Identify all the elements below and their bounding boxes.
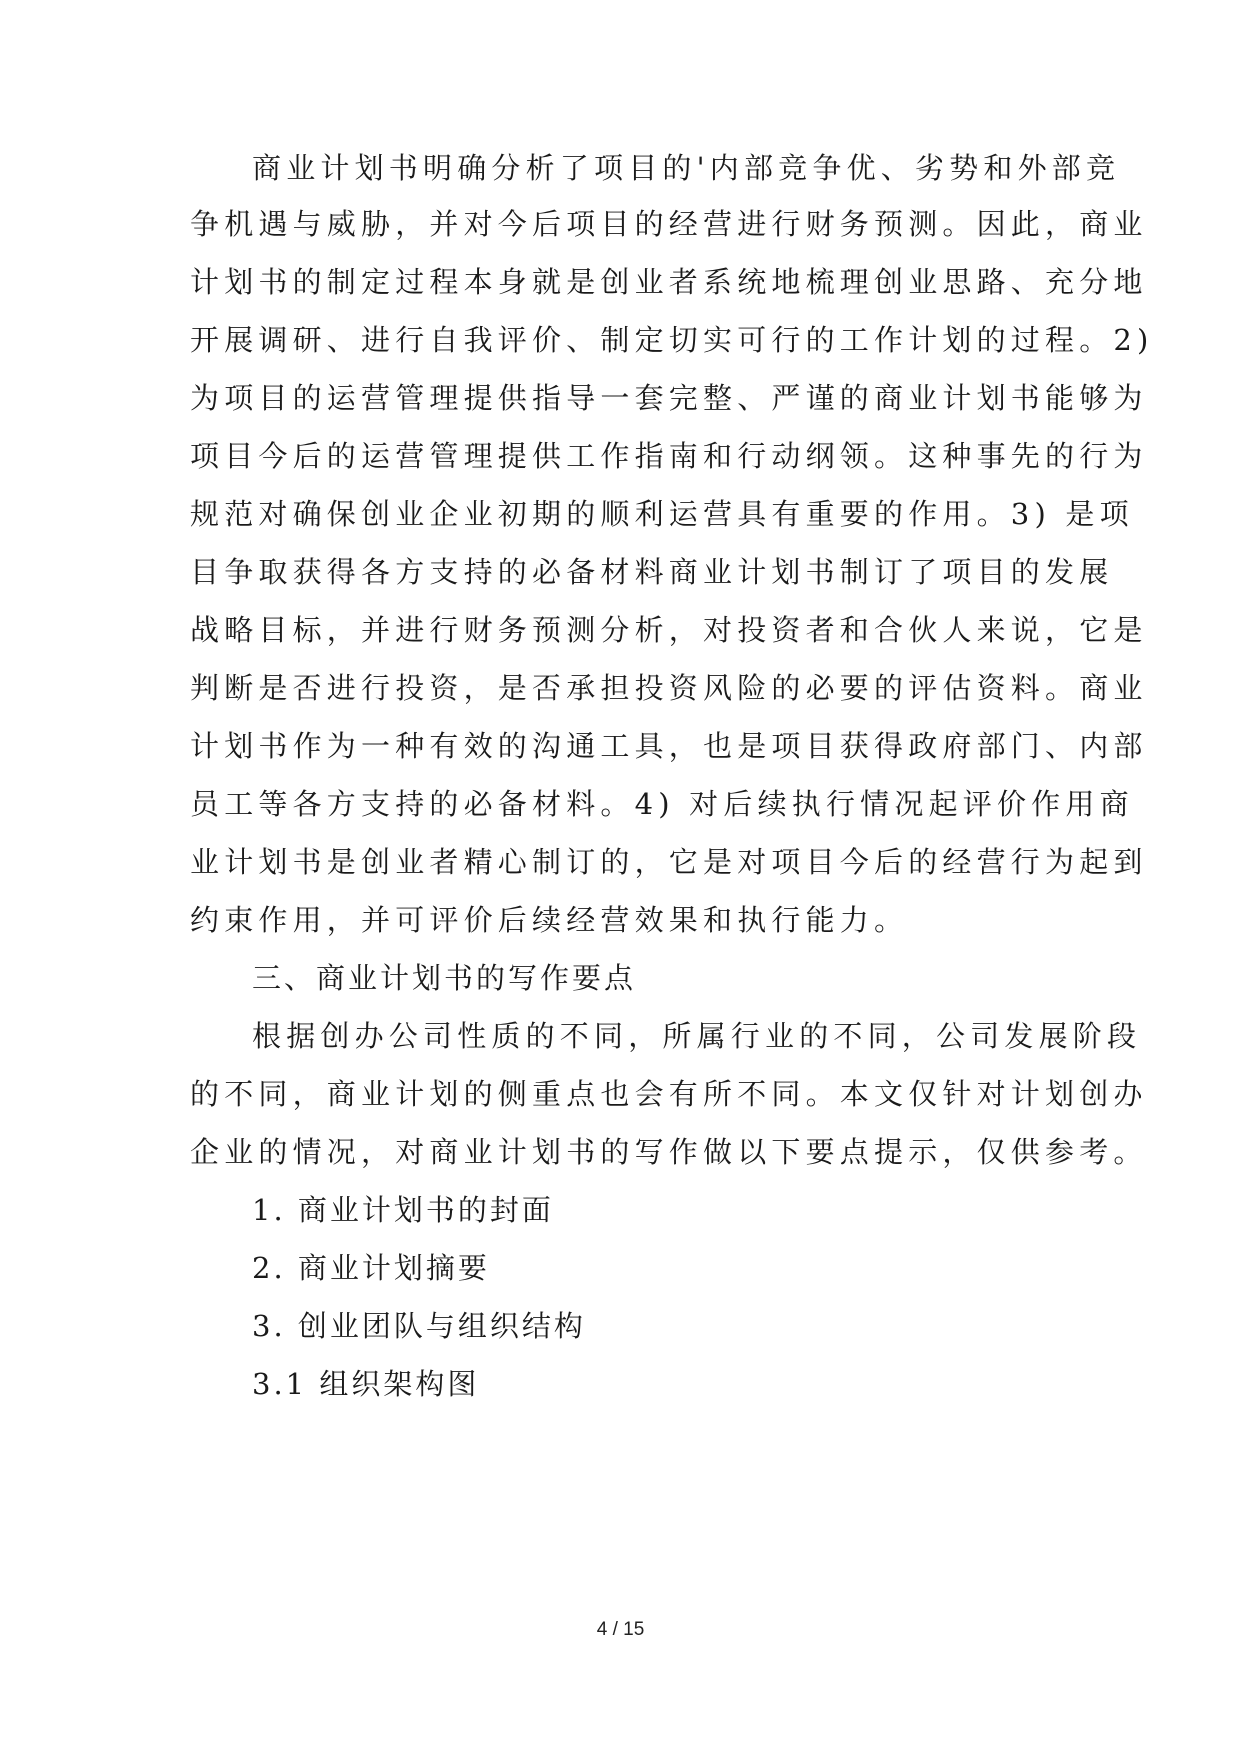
list-item: 3. 创业团队与组织结构 <box>252 1309 586 1343</box>
paragraph-line: 的不同，商业计划的侧重点也会有所不同。本文仅针对计划创办 <box>190 1077 1148 1111</box>
list-item: 3.1 组织架构图 <box>252 1367 480 1401</box>
paragraph-line: 计划书作为一种有效的沟通工具，也是项目获得政府部门、内部 <box>190 729 1148 763</box>
paragraph-line: 约束作用，并可评价后续经营效果和执行能力。 <box>190 903 909 937</box>
list-item: 1. 商业计划书的封面 <box>252 1193 554 1227</box>
paragraph-line: 争机遇与威胁，并对今后项目的经营进行财务预测。因此，商业 <box>190 207 1148 241</box>
paragraph-line: 企业的情况，对商业计划书的写作做以下要点提示，仅供参考。 <box>190 1135 1148 1169</box>
paragraph-line: 项目今后的运营管理提供工作指南和行动纲领。这种事先的行为 <box>190 439 1148 473</box>
paragraph-line: 开展调研、进行自我评价、制定切实可行的工作计划的过程。2) <box>190 323 1154 357</box>
paragraph-line: 为项目的运营管理提供指导一套完整、严谨的商业计划书能够为 <box>190 381 1148 415</box>
paragraph-line: 计划书的制定过程本身就是创业者系统地梳理创业思路、充分地 <box>190 265 1148 299</box>
paragraph-line: 规范对确保创业企业初期的顺利运营具有重要的作用。3) 是项 <box>190 497 1134 531</box>
paragraph-line: 战略目标，并进行财务预测分析，对投资者和合伙人来说，它是 <box>190 613 1148 647</box>
page-number: 4 / 15 <box>596 1619 645 1640</box>
paragraph-line: 业计划书是创业者精心制订的，它是对项目今后的经营行为起到 <box>190 845 1148 879</box>
paragraph-line: 商业计划书明确分析了项目的'内部竞争优、劣势和外部竞 <box>252 151 1121 185</box>
paragraph-line: 判断是否进行投资，是否承担投资风险的必要的评估资料。商业 <box>190 671 1148 705</box>
section-heading: 三、商业计划书的写作要点 <box>252 961 637 995</box>
paragraph-line: 目争取获得各方支持的必备材料商业计划书制订了项目的发展 <box>190 555 1114 589</box>
paragraph-line: 根据创办公司性质的不同，所属行业的不同，公司发展阶段 <box>252 1019 1142 1053</box>
paragraph-line: 员工等各方支持的必备材料。4) 对后续执行情况起评价作用商 <box>190 787 1134 821</box>
list-item: 2. 商业计划摘要 <box>252 1251 490 1285</box>
